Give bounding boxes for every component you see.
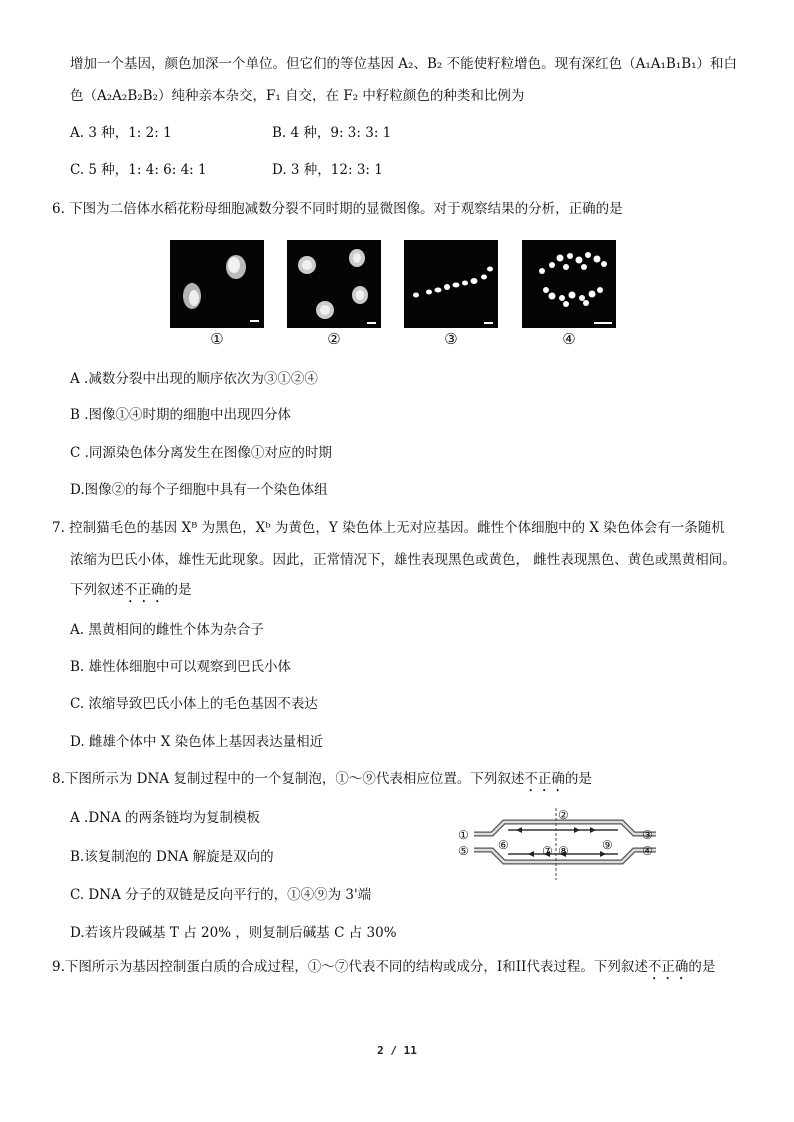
- stem-text: 9.下图所示为基因控制蛋白质的合成过程，①～⑦代表不同的结构或成分，I和II代表过程。下列叙述: [52, 959, 648, 975]
- option-b: B.该复制泡的 DNA 解旋是双向的: [70, 849, 274, 865]
- option-d: D. 雌雄个体中 X 染色体上基因表达量相近: [70, 734, 324, 750]
- option-c: C .同源染色体分离发生在图像①对应的时期: [70, 445, 332, 461]
- dna-label-9: ⑨: [602, 838, 613, 852]
- question-7-line: 7. 控制猫毛色的基因 Xᴮ 为黑色，Xᵇ 为黄色，Y 染色体上无对应基因。雌性个体细胞中的 X 染色体会有一条随机: [52, 520, 725, 536]
- question-6-stem: 6. 下图为二倍体水稻花粉母细胞减数分裂不同时期的显微图像。对于观察结果的分析，正确的是: [52, 201, 623, 217]
- option-d: D.图像②的每个子细胞中具有一个染色体组: [70, 482, 328, 498]
- dna-label-7: ⑦: [542, 844, 553, 858]
- option-c: C. 浓缩导致巴氏小体上的毛色基因不表达: [70, 696, 318, 712]
- option-a: A .DNA 的两条链均为复制模板: [70, 810, 261, 826]
- micrograph-3: [404, 240, 498, 328]
- option-d: D. 3 种，12: 3: 1: [272, 162, 383, 178]
- dna-label-8: ⑧: [558, 844, 569, 858]
- option-c: C. DNA 分子的双链是反向平行的，①④⑨为 3'端: [70, 887, 372, 903]
- stem-text: 下列叙述: [70, 582, 124, 598]
- option-b: B. 4 种，9: 3: 3: 1: [272, 125, 392, 141]
- question-8-stem: [52, 769, 592, 795]
- emphasis-text: 不正确: [524, 771, 565, 787]
- stem-text: 的是: [164, 582, 192, 598]
- question-text-line: 增加一个基因，颜色加深一个单位。但它们的等位基因 A₂、B₂ 不能使籽粒增色。现有深红色（A₁A₁B₁B₁）和白: [70, 56, 738, 72]
- dna-label-1: ①: [458, 828, 469, 842]
- dna-label-5: ⑤: [458, 844, 469, 858]
- dna-label-4: ④: [642, 844, 653, 858]
- option-b: B .图像①④时期的细胞中出现四分体: [70, 407, 292, 423]
- question-7-line: [70, 580, 192, 606]
- stem-text: 8.下图所示为 DNA 复制过程中的一个复制泡，①～⑨代表相应位置。下列叙述: [52, 771, 525, 787]
- option-d: D.若该片段碱基 T 占 20% ，则复制后碱基 C 占 30%: [70, 925, 397, 941]
- micrograph-1: [170, 240, 264, 328]
- option-a: A. 黑黄相间的雌性个体为杂合子: [70, 622, 264, 638]
- emphasis-text: 不正确: [647, 959, 689, 975]
- stem-text: 的是: [688, 959, 716, 975]
- question-7-line: 浓缩为巴氏小体，雄性无此现象。因此，正常情况下，雄性表现黑色或黄色， 雌性表现黑色、黄色或黑黄相间。: [70, 552, 736, 568]
- figure-label-1: ①: [210, 330, 224, 348]
- figure-label-3: ③: [444, 330, 458, 348]
- option-a: A .减数分裂中出现的顺序依次为③①②④: [70, 371, 318, 387]
- option-c: C. 5 种，1: 4: 6: 4: 1: [70, 162, 207, 178]
- dna-label-3: ③: [642, 828, 653, 842]
- option-b: B. 雄性体细胞中可以观察到巴氏小体: [70, 659, 292, 675]
- emphasis-text: 不正确: [124, 582, 165, 598]
- stem-text: 的是: [564, 771, 592, 787]
- dna-label-2: ②: [558, 808, 569, 822]
- micrograph-4: [522, 240, 616, 328]
- replication-bubble-diagram: [456, 806, 656, 882]
- question-9-stem: [52, 957, 715, 983]
- figure-label-4: ④: [562, 330, 576, 348]
- figure-label-2: ②: [327, 330, 341, 348]
- question-text-line: 色（A₂A₂B₂B₂）纯种亲本杂交，F₁ 自交，在 F₂ 中籽粒颜色的种类和比例为: [70, 88, 525, 104]
- page-number: 2 / 11: [377, 1044, 417, 1057]
- option-a: A. 3 种，1: 2: 1: [70, 125, 172, 141]
- micrograph-2: [287, 240, 381, 328]
- dna-label-6: ⑥: [498, 838, 509, 852]
